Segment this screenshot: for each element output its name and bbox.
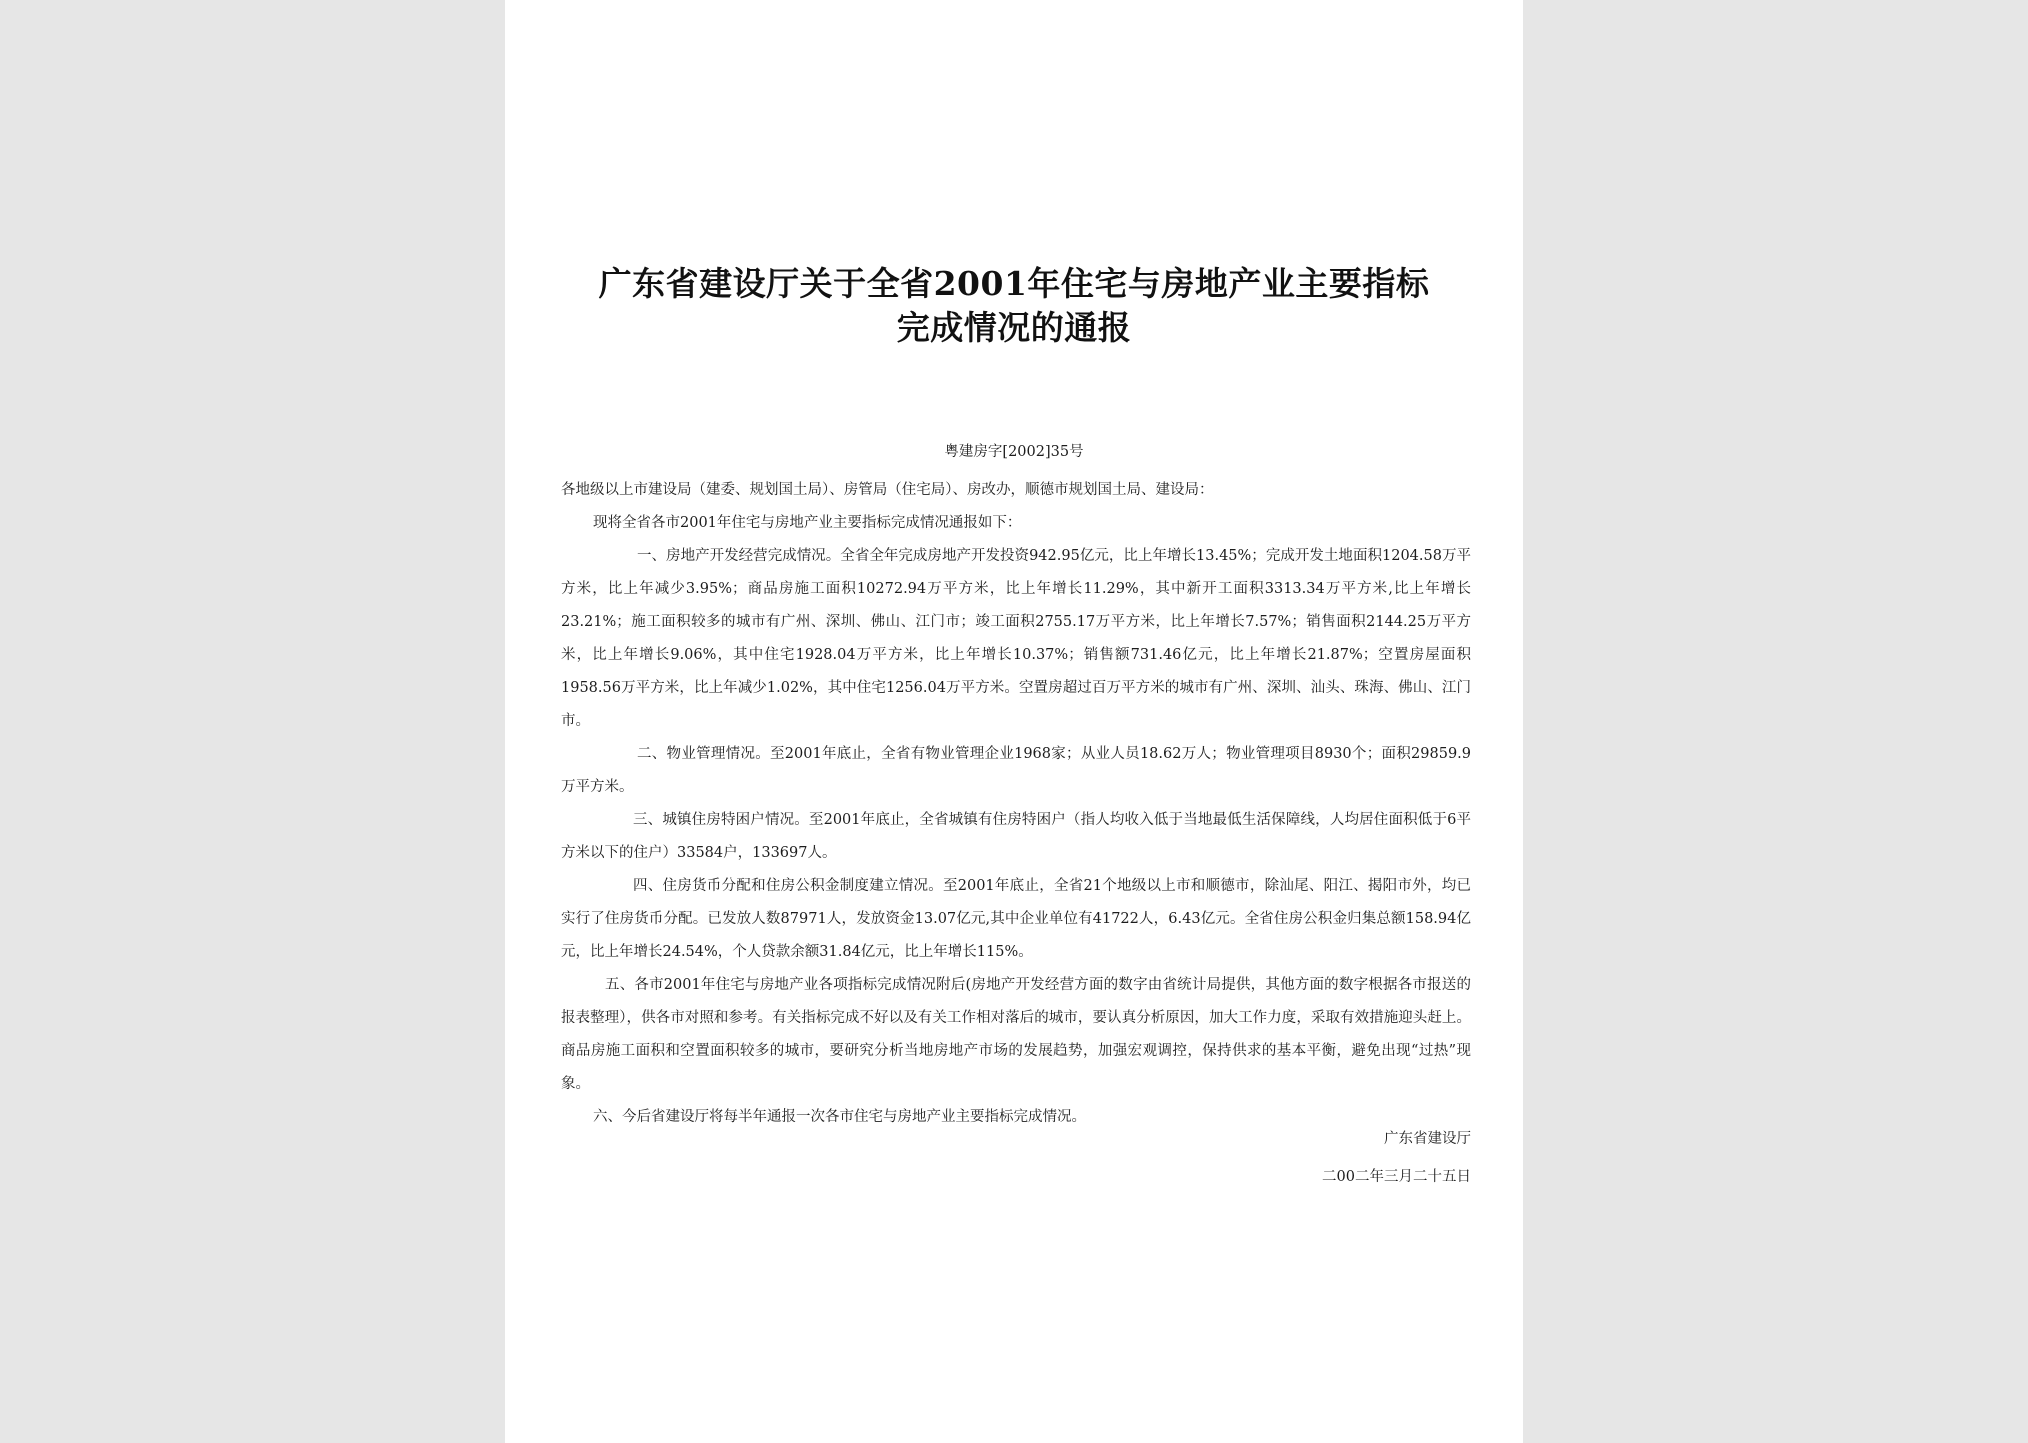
document-page xyxy=(505,0,1523,1443)
document-body xyxy=(561,474,1471,1134)
document-title xyxy=(545,262,1483,350)
title-line-2: 完成情况的通报 xyxy=(896,308,1132,347)
intro-paragraph: 现将全省各市2001年住宅与房地产业主要指标完成情况通报如下： xyxy=(593,515,1022,531)
paragraph-3: 三、城镇住房特困户情况。至2001年底止，全省城镇有住房特困户（指人均收入低于当地最低生活保障线，人均居住面积低于6平方米以下的住户）33584户，133697人。 xyxy=(561,812,1471,861)
paragraph-6: 六、今后省建设厅将每半年通报一次各市住宅与房地产业主要指标完成情况。 xyxy=(593,1109,1086,1125)
paragraph-1: 一、房地产开发经营完成情况。全省全年完成房地产开发投资942.95亿元，比上年增长13.45%；完成开发土地面积1204.58万平方米，比上年减少3.95%；商品房施工面积10272.94万平方米，比上年增长11.29%，其中新开工面积3313.34万平方米,比上年增长23.21%；施工面积较多的城市有广州、深圳、佛山、江门市；竣工面积2755.17万平方米，比上年增长7.57%；销售面积2144.25万平方米，比上年增长9.06%，其中住宅1928.04万平方米，比上年增长10.37%；销售额731.46亿元，比上年增长21.87%；空置房屋面积1958.56万平方米，比上年减少1.02%，其中住宅1256.04万平方米。空置房超过百万平方米的城市有广州、深圳、汕头、珠海、佛山、江门市。 xyxy=(561,548,1471,729)
title-line-1: 广东省建设厅关于全省2001年住宅与房地产业主要指标 xyxy=(598,264,1430,303)
document-number: 粤建房字[2002]35号 xyxy=(944,444,1084,460)
paragraph-2: 二、物业管理情况。至2001年底止，全省有物业管理企业1968家；从业人员18.62万人；物业管理项目8930个；面积29859.9万平方米。 xyxy=(561,746,1472,795)
signature: 广东省建设厅 xyxy=(1384,1131,1471,1147)
paragraph-4: 四、住房货币分配和住房公积金制度建立情况。至2001年底止，全省21个地级以上市和顺德市，除汕尾、阳江、揭阳市外，均已实行了住房货币分配。已发放人数87971人，发放资金13.07亿元,其中企业单位有41722人，6.43亿元。全省住房公积金归集总额158.94亿元，比上年增长24.54%，个人贷款余额31.84亿元，比上年增长115%。 xyxy=(561,878,1471,960)
salutation: 各地级以上市建设局（建委、规划国土局）、房管局（住宅局）、房改办，顺德市规划国土局、建设局： xyxy=(561,482,1214,498)
paragraph-5: 五、各市2001年住宅与房地产业各项指标完成情况附后(房地产开发经营方面的数字由省统计局提供，其他方面的数字根据各市报送的报表整理），供各市对照和参考。有关指标完成不好以及有关工作相对落后的城市，要认真分析原因，加大工作力度，采取有效措施迎头赶上。商品房施工面积和空置面积较多的城市，要研究分析当地房地产市场的发展趋势，加强宏观调控，保持供求的基本平衡，避免出现“过热”现象。 xyxy=(561,977,1471,1092)
document-date: 二00二年三月二十五日 xyxy=(1322,1169,1471,1185)
